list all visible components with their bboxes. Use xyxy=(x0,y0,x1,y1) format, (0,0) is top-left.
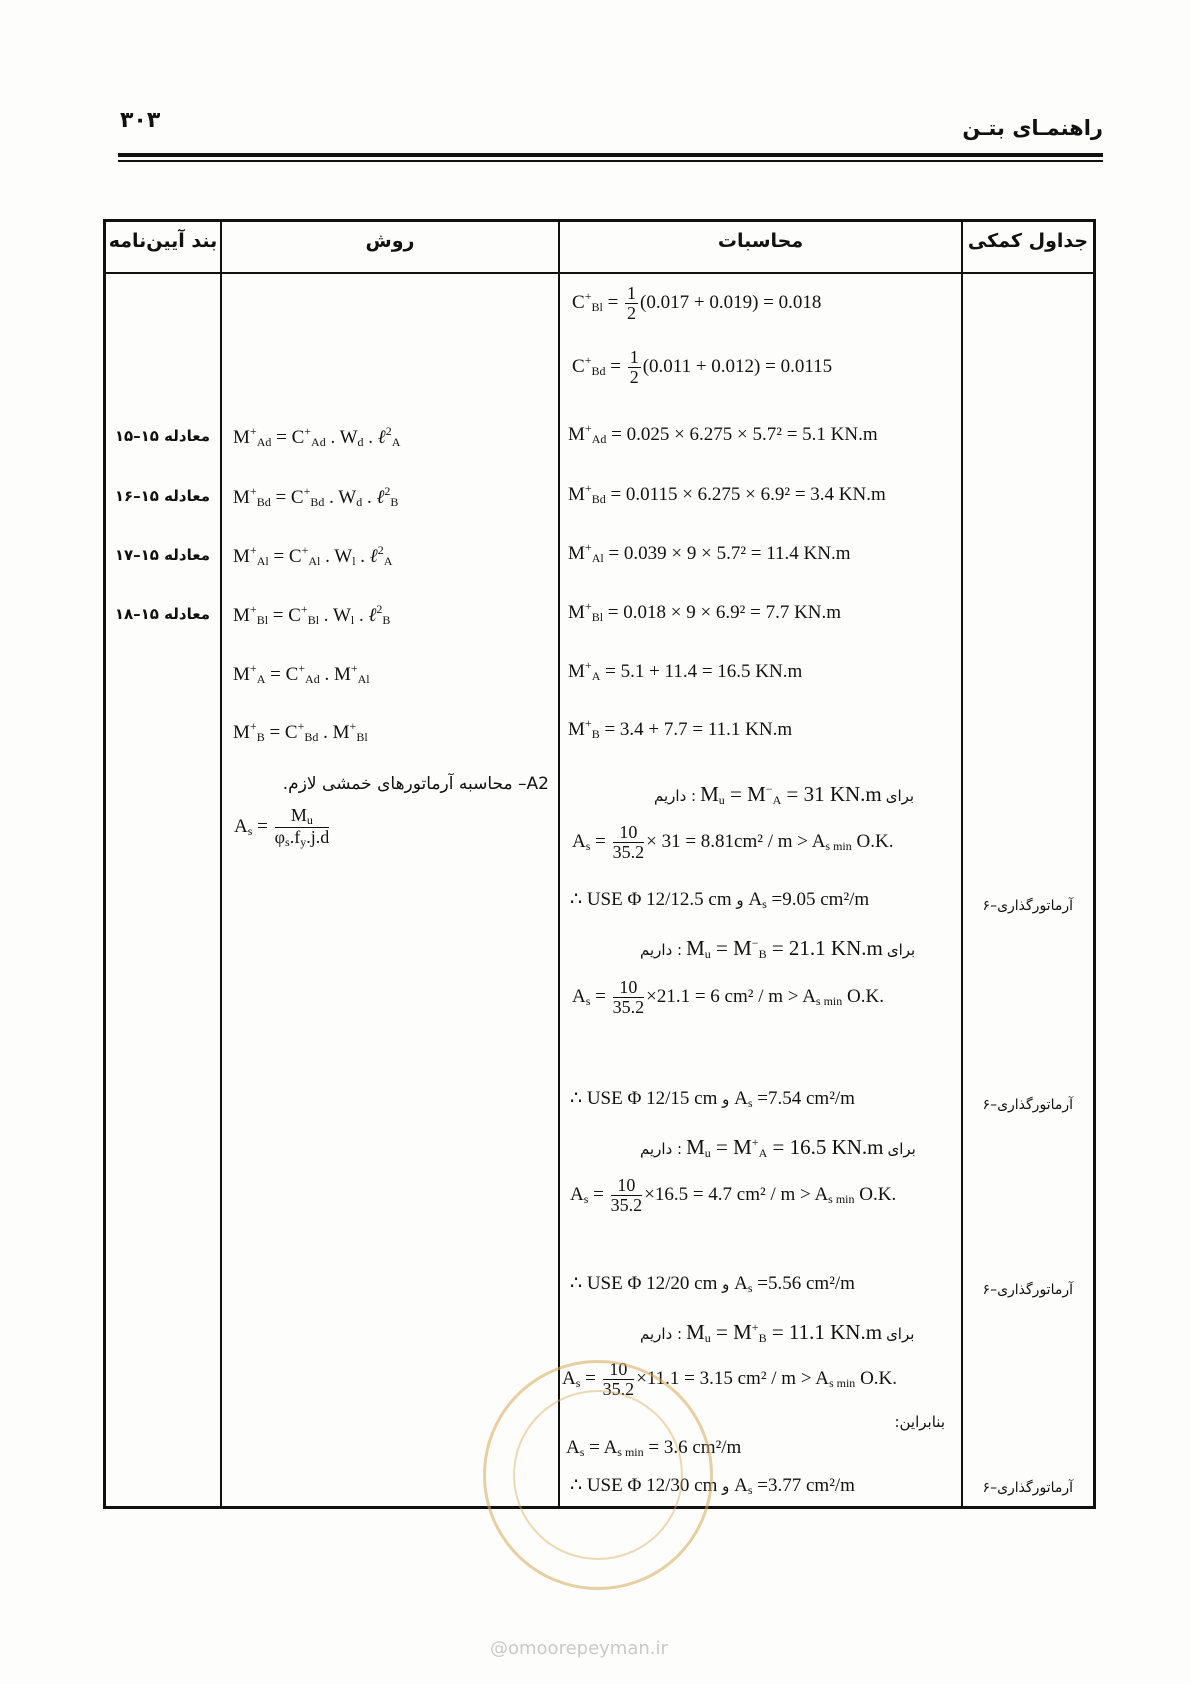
calc-table xyxy=(103,219,1096,1509)
header-aux: جداول کمکی xyxy=(967,230,1089,252)
watermark-text: @omoorepeyman.ir xyxy=(490,1638,668,1659)
method-formula-5: $M^+_A = C^+_{Ad}$ . $M^+_{Al}$ xyxy=(233,661,370,686)
watermark-seal-inner xyxy=(513,1390,683,1560)
calc-case2-use: ∴ USE Φ 12/15 cm و $A_s =7.54$ cm²/m xyxy=(570,1088,855,1110)
method-formula-4: $M^+_{Bl} = C^+_{Bl}$ . $W_l$ . ℓ$^2_B$ xyxy=(233,602,391,627)
clause-eq-15-17: معادله ۱۵–۱۷ xyxy=(114,546,210,564)
calc-asmin: $A_s = A_{s min} = 3.6$ cm²/m xyxy=(566,1437,742,1459)
aux-table-ref-4: آرماتورگذاری–۶ xyxy=(982,1480,1073,1496)
calc-m-bd: $M^+_{Bd} = 0.0115 \times 6.275 \times 6.9^2 = 3.4$ KN.m xyxy=(568,481,886,506)
calc-m-a: $M^+_A = 5.1 + 11.4 = 16.5$ KN.m xyxy=(568,658,803,683)
page-number: ۳۰۳ xyxy=(120,108,161,133)
header-calc: محاسبات xyxy=(717,230,804,252)
method-formula-6: $M^+_B = C^+_{Bd}$ . $M^+_{Bl}$ xyxy=(233,719,368,744)
calc-therefore: بنابراین: xyxy=(894,1413,945,1431)
calc-cbd: $C^+_{Bd}$ = $\frac{1}{2}$ (0.011 + 0.012) = 0.0115 xyxy=(572,347,833,387)
calc-case3-mu: داریم : $M_u = M^+_A = 16.5$ KN.m برای xyxy=(640,1135,916,1160)
calc-case2-mu: داریم : $M_u = M^-_B = 21.1$ KN.m برای xyxy=(640,936,916,961)
col-divider-1 xyxy=(220,219,222,1509)
clause-eq-15-16: معادله ۱۵–۱۶ xyxy=(114,487,210,505)
method-a2-title: A2– محاسبه آرماتورهای خمشی لازم. xyxy=(282,774,549,794)
col-divider-2 xyxy=(558,219,560,1509)
calc-m-b: $M^+_B = 3.4 + 7.7 = 11.1$ KN.m xyxy=(568,716,793,741)
calc-case1-mu: داریم : $M_u = M^-_A = 31$ KN.m برای xyxy=(654,782,915,807)
col-divider-3 xyxy=(961,219,963,1509)
calc-case4-as: $A_s$ = $\frac{10}{35.2}$ ×11.1 = 3.15 $cm^2 / m > A_{s min}$ O.K. xyxy=(562,1359,898,1399)
method-formula-1: $M^+_{Ad} = C^+_{Ad}$ . $W_d$ . ℓ$^2_A$ xyxy=(233,424,401,449)
aux-table-ref-1: آرماتورگذاری–۶ xyxy=(982,898,1073,914)
method-formula-3: $M^+_{Al} = C^+_{Al}$ . $W_l$ . ℓ$^2_A$ xyxy=(233,543,393,568)
aux-table-ref-2: آرماتورگذاری–۶ xyxy=(982,1097,1073,1113)
header-rule-thin xyxy=(118,160,1103,162)
calc-case3-as: $A_s$ = $\frac{10}{35.2}$ ×16.5 = 4.7 $cm^2 / m > A_{s min}$ O.K. xyxy=(570,1175,897,1215)
method-as-formula: $A_s$ = $\frac{M_u}{\varphi_s.f_y.j.d}$ xyxy=(234,805,330,849)
calc-case4-mu: داریم : $M_u = M^+_B = 11.1$ KN.m برای xyxy=(640,1320,915,1345)
aux-table-ref-3: آرماتورگذاری–۶ xyxy=(982,1282,1073,1298)
calc-m-ad: $M^+_{Ad} = 0.025 \times 6.275 \times 5.7^2 = 5.1$ KN.m xyxy=(568,421,878,446)
calc-case3-use: ∴ USE Φ 12/20 cm و $A_s =5.56$ cm²/m xyxy=(570,1273,855,1295)
header-clause: بند آیین‌نامه xyxy=(108,230,218,252)
calc-cbl: $C^+_{Bl}$ = $\frac{1}{2}$ (0.017 + 0.019) = 0.018 xyxy=(572,283,822,323)
table-header-divider xyxy=(103,272,1096,274)
header-rule xyxy=(118,153,1103,157)
calc-case1-use: ∴ USE Φ 12/12.5 cm و $A_s =9.05$ cm²/m xyxy=(570,889,870,911)
header-method: روش xyxy=(365,230,415,252)
clause-eq-15-15: معادله ۱۵–۱۵ xyxy=(114,427,210,445)
calc-m-bl: $M^+_{Bl} = 0.018 \times 9 \times 6.9^2 = 7.7$ KN.m xyxy=(568,599,842,624)
calc-m-al: $M^+_{Al} = 0.039 \times 9 \times 5.7^2 = 11.4$ KN.m xyxy=(568,540,851,565)
calc-case2-as: $A_s$ = $\frac{10}{35.2}$ ×21.1 = 6 $cm^2 / m > A_{s min}$ O.K. xyxy=(572,977,884,1017)
running-title: راهنمـای بتـن xyxy=(962,116,1103,140)
clause-eq-15-18: معادله ۱۵–۱۸ xyxy=(114,605,210,623)
method-formula-2: $M^+_{Bd} = C^+_{Bd}$ . $W_d$ . ℓ$^2_B$ xyxy=(233,484,399,509)
calc-case1-as: $A_s$ = $\frac{10}{35.2}$ × $31 = 8.81cm^2 / m > A_{s min}$ O.K. xyxy=(572,822,894,862)
calc-case4-use: ∴ USE Φ 12/30 cm و $A_s =3.77$ cm²/m xyxy=(570,1475,855,1497)
